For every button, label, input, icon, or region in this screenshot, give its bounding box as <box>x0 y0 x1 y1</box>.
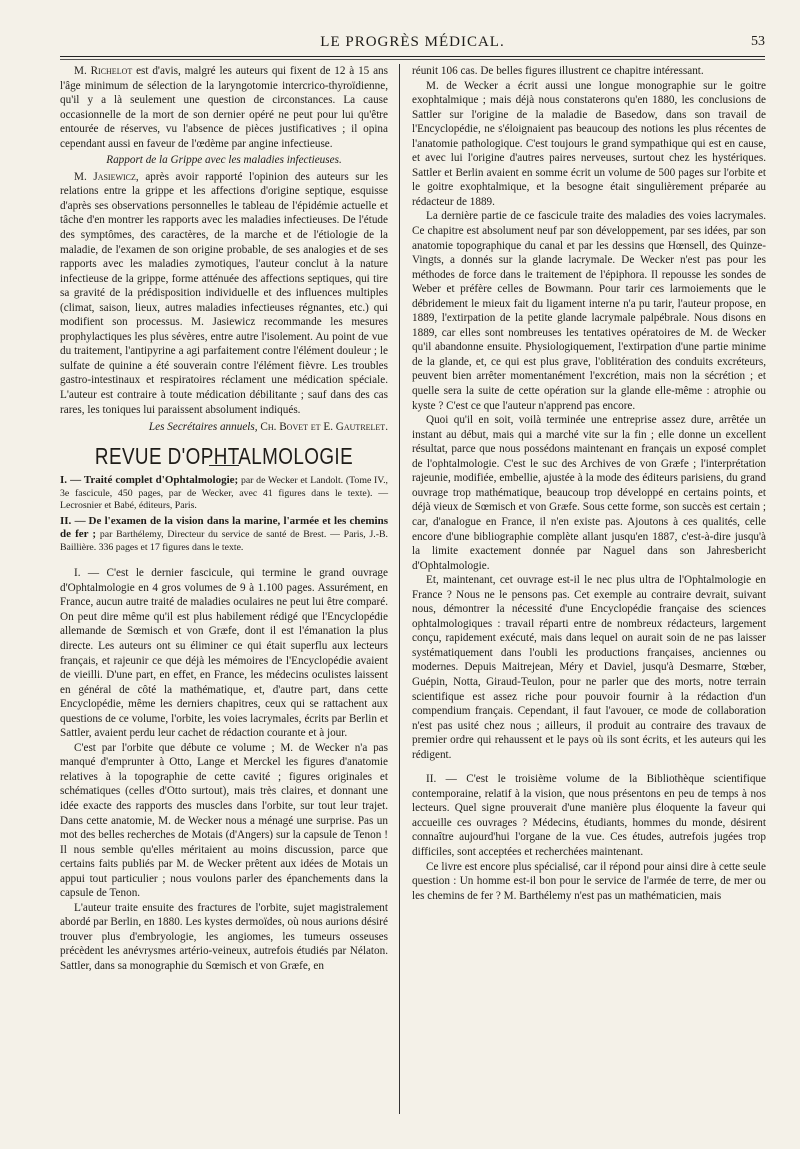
paragraph: L'auteur traite ensuite des fractures de l'orbite, sujet magistralement abordé par Berlin, en 1880. Les kystes dermoïdes, où nous aurions désiré trouver plus d'embryologie, les angiomes, les tumeurs osseuses précèdent les anévrysmes artério-veineux, autrefois étudiés par Nélaton. Sattler, dans sa monographie du Sœmisch et von Græfe, en <box>60 901 388 972</box>
paragraph: Ce livre est encore plus spécialisé, car il répond pour ainsi dire à cette seule question : Un homme est-il bon pour le service de l'armée de terre, de mer ou les chemins de fer ? M. Barthélemy n'est pas un mathématicien, mais <box>412 860 766 902</box>
paragraph: Et, maintenant, cet ouvrage est-il le nec plus ultra de l'Ophtalmologie en France ? Nous ne le pensons pas. Cet exemple au contraire devrait, suivant nous, démontrer la nécessité d'une Encyclopédie française des sciences ophtalmologiques : travail réparti entre de nombreux rédacteurs, largement conçu, rapidement exécuté, mais dans lequel on aurait soin de ne pas laisser systématiquement dans l'oubli les productions françaises, anciennes ou modernes. Depuis Maitrejean, Méry et Daviel, jusqu'à Desmarre, Stœber, Guépin, Notta, Giraud-Teulon, pour ne parler que des morts, notre terrain scientifique est assez riche pour pouvoir fournir à la rédaction d'un compendium français. Cependant, il faut l'avouer, ce mode de collaboration n'est pas usité chez nous ; ailleurs, il produit au contraire des travaux de premier ordre qui rehaussent et le pays où ils sont écrits, et les auteurs qui les rédigent. <box>412 574 766 761</box>
header-rule <box>60 56 765 60</box>
paragraph: M. de Wecker a écrit aussi une longue monographie sur le goitre exophtalmique ; mais déjà nous constaterons qu'en 1880, les conclusions de Sattler sur l'origine de la maladie de Basedow, dans son travail de l'Encyclopédie, ne s'éloignaient pas beaucoup des notions les plus récentes de l'anatomie pathologique. C'est toujours le grand sympathique qui est en cause, et avec lui l'origine d'autres paires nerveuses, surtout chez les hystériques. Sattler et Berlin avaient en somme écrit un volume de 500 pages sur l'orbite et le goitre exophtalmique, et la besogne était singulièrement préparée au rédacteur de 1889. <box>412 79 766 208</box>
paragraph: II. — C'est le troisième volume de la Bibliothèque scientifique contemporaine, relatif à la vision, que nous présentons en peu de temps à nos lecteurs. Quel signe prouverait d'une manière plus éloquente la faveur qui accueille ces ouvrages ? Médecins, étudiants, hommes du monde, désirent connaître aujourd'hui l'organe de la vue. Ces études, autrefois jugées trop difficiles, sont acceptées et recherchées maintenant. <box>412 773 766 858</box>
page-number: 53 <box>751 34 765 49</box>
entry-details: par Barthélemy, Directeur du service de santé de Brest. — Paris, J.-B. Baillière. 336 pages et 17 figures dans le texte. <box>60 529 388 553</box>
spacer <box>412 762 766 772</box>
report-title: Rapport de la Grippe avec les maladies infectieuses. <box>106 154 342 167</box>
bibliography-entry-1 <box>60 474 388 513</box>
paragraph-text: est d'avis, malgré les auteurs qui fixent de 12 à 15 ans l'âge minimum de sélection de la laryngotomie intercrico-thyroïdienne, qu'il y a là seulement une question de circonstances. La cause occasionnelle de la mort de son dernier opéré ne peut pour lui qu'être entourée de réserves, vu l'absence de pièces justificatives ; il opina cependant aussi en faveur de l'œdème par angine infectieuse. <box>60 65 389 150</box>
paragraph: réunit 106 cas. De belles figures illustrent ce chapitre intéressant. <box>412 65 704 77</box>
signature <box>60 420 388 435</box>
signature-names: Ch. Bovet et E. Gautrelet. <box>260 421 388 434</box>
paragraph-richelot <box>60 64 388 151</box>
paragraph: Quoi qu'il en soit, voilà terminée une entreprise assez dure, arrêtée un instant au début, mais qui a marché vite sur la fin ; elle donne un excellent résultat, parce que nous possédons maintenant en français un exposé complet de l'ophtalmologie. C'est le suc des Archives de von Græfe ; l'interprétation rajeunie, modifiée, embellie, ajustée à la mode des éditeurs parisiens, du grand ouvrage trop mathématique, beaucoup trop développé en certains points, et déjà vieux de Sœmisch et von Græfe. Sous cette forme, son succès est certain ; car, d'analogue en France, il n'en existe pas. Ajoutons à ces qualités, celle encore d'une bibliographie complète allant jusqu'en 1887, c'est-à-dire jusqu'à la limite exactement donnée par Naguel dans son Jahresbericht d'Ophtalmologie. <box>412 414 766 572</box>
author-name: M. Jasiewicz, <box>74 170 139 183</box>
entry-label: I. — <box>60 474 82 487</box>
section-title: REVUE D'OPHTALMOLOGIE <box>94 442 354 469</box>
running-head <box>60 34 765 56</box>
entry-details: par de Wecker et Landolt. (Tome IV., 3e fascicule, 450 pages, par de Wecker, avec 41 figures dans le texte). — Lecrosnier et Babé, éditeurs, Paris. <box>60 475 389 512</box>
signature-prefix: Les Secrétaires annuels, <box>148 421 258 434</box>
right-column <box>412 64 766 903</box>
entry-label: II. — <box>60 514 86 527</box>
paragraph: La dernière partie de ce fascicule traite des maladies des voies lacrymales. Ce chapitre est absolument neuf par son développement, par ses idées, par son anatomie topographique du canal et par les dessins que Hœnsell, des Quinze-Vingts, a donnés sur la glande lacrymale. De Wecker n'est pas pour les méthodes de force dans le traitement de l'épiphora. Il repousse les sondes de Weber et préfère celles de Bowmann. Pour tarir ces larmoiements que le débridement le mieux fait du ligament interne n'a pu tarir, l'auteur propose, en 1889, l'extirpation de la petite glande lacrymale palpébrale. Nous disons en 1889, car elles sont nombreuses les tentatives opératoires de M. de Wecker qu'il abandonne ensuite. Physiologiquement, l'extirpation d'une partie minime de la glande, et, ce qui est plus grave, l'oblitération des conduits excréteurs, peuvent bien arrêter momentanément l'excrétion, mais non la sécrétion ; et quelle sera la suite de cette opération sur la glande elle-même : atrophie ou kyste ? C'est ce que l'auteur n'apprend pas encore. <box>412 210 766 412</box>
entry-title: De l'examen de la vision dans la marine, l'armée et les chemins de fer ; <box>60 514 389 541</box>
column-divider <box>399 64 400 1114</box>
paragraph: C'est par l'orbite que débute ce volume ; M. de Wecker n'a pas manqué d'emprunter à Otto, Lange et Merckel les figures d'anatomie relatives à la topographie de cette cavité ; figures originales et schématiques (celles d'Otto surtout), mais très claires, et donnant une idée exacte des rapports des muscles dans l'orbite, sur tout leur trajet. Dans cette anatomie, M. de Wecker nous a ménagé une surprise. Pas un mot des belles recherches de Motais (d'Angers) sur la capsule de Tenon ! Il nous semble qu'elles méritaient au moins discussion, parce que certains faits publiés par M. de Wecker prêtent aux idées de Motais un appui tout particulier ; nous voulons parler des épanchements dans la capsule de Tenon. <box>60 741 388 900</box>
bibliography-entry-2 <box>60 515 388 555</box>
paragraph: I. — C'est le dernier fascicule, qui termine le grand ouvrage d'Ophtalmologie en 4 gros volumes de 9 à 1.100 pages. Assurément, en France, aucun autre traité de maladies oculaires ne peut lui être comparé. On peut dire même qu'il est plus habilement rédigé que l'Encyclopédie allemande de Sœmisch et von Græfe, dont il est l'émanation la plus directe. Les auteurs ont su éliminer ce qui était superflu aux lecteurs français, et rajeunir ce que déjà les mémoires de l'Encyclopédie avaient de vieilli. D'une part, en effet, en France, les médecins oculistes laissent en général de côté la mathématique, et, d'autre part, dans cette Encyclopédie, même les derniers chapitres, ceux qui se rattachent aux questions de ce volume, l'orbite, les voies lacrymales, écrits par Berlin et Sattler, avaient perdu leur cachet de rédaction courante et à jour. <box>60 567 388 740</box>
paragraph-jasiewicz <box>60 170 388 417</box>
entry-title: Traité complet d'Ophtalmologie; <box>83 474 239 487</box>
left-column <box>60 64 388 974</box>
spacer <box>60 556 388 566</box>
paragraph-text: après avoir rapporté l'opinion des auteurs sur les relations entre la grippe et les affections d'origine septique, esquisse d'après ses observations personnelles le tableau de l'épidémie actuelle et tâche d'en montrer les rapports avec les maladies infectieuses. De l'étude des symptômes, des caractères, de la marche et de l'étiologie de la maladie, de l'examen de son origine probable, de ses analogies et de ses rapports avec les maladies zymotiques, l'auteur conclut à la nature infectieuse de la grippe, forme atténuée des affections septiques, qui tire sa gravité de la prédisposition individuelle et des influences multiples (climat, saison, lieux, autres maladies infectieuses régnantes, etc.) qui modifient son processus. M. Jasiewicz recommande les mesures prophylactiques les plus sévères, entre autre l'isolement. Au point de vue du traitement, l'antipyrine a agi parfaitement contre l'élément douleur ; le sulfate de quinine a été souverain contre l'élément fièvre. Les troubles gastro-intestinaux et respiratoires réclament une médication spéciale. L'auteur est contraire à toute médication débilitante ; sauf dans des cas rares, les toniques lui paraissent absolument indiqués. <box>60 170 389 416</box>
author-name: M. Richelot <box>74 65 133 77</box>
journal-title: LE PROGRÈS MÉDICAL. <box>320 34 505 50</box>
